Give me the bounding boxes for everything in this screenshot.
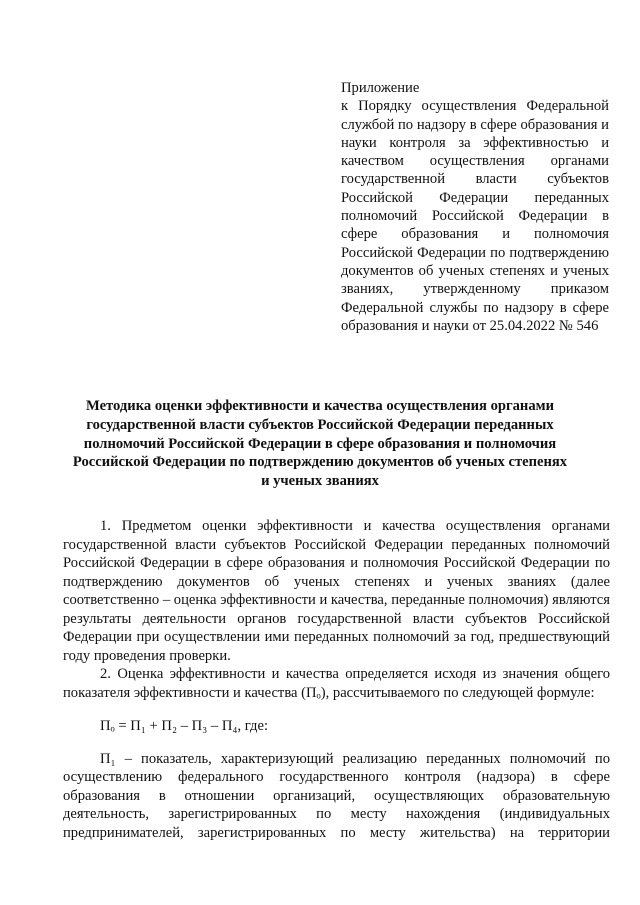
formula: Пₒ = П₁ + П₂ – П₃ – П₄, где:: [100, 718, 269, 734]
paragraph-1: 1. Предметом оценки эффективности и качества осуществления органами государственной власти субъектов Российской Федерации переданных полномочий Российской Федерации в сфере образования и полномочия Российской Федерации по подтверждению документов об ученых степенях и ученых званиях (далее соответственно – оценка эффективности и качества, переданные полномочия) являются результаты деятельности органов государственной власти субъектов Российской Федерации при осуществлении ими переданных полномочий за год, предшествующий году проведения проверки.: [63, 518, 610, 664]
title-line: Российской Федерации по подтверждению документов об ученых степенях: [72, 454, 568, 471]
document-title: [64, 397, 576, 491]
title-line: государственной власти субъектов Российской Федерации переданных: [86, 416, 554, 433]
paragraph-2: 2. Оценка эффективности и качества определяется исходя из значения общего показателя эффективности и качества (Пₒ), рассчитываемого по следующей формуле:: [63, 666, 610, 701]
appendix-heading: Приложение: [341, 80, 420, 96]
main-text: [63, 517, 610, 842]
title-line: полномочий Российской Федерации в сфере образования и полномочия: [83, 435, 557, 452]
title-line: и ученых званиях: [261, 473, 379, 490]
paragraph-3: П₁ – показатель, характеризующий реализацию переданных полномочий по осуществлению федерального государственного контроля (надзора) в сфере образования в отношении организаций, осуществляющих образовательную деятельность, зарегистрированных по месту нахождения (индивидуальных предпринимателей, зарегистрированных по месту жительства) на территории: [63, 750, 610, 841]
appendix-body: к Порядку осуществления Федеральной службой по надзору в сфере образования и науки контроля за эффективностью и качеством осуществления органами государственной власти субъектов Российской Федерации переданных полномочий Российской Федерации в сфере образования и полномочия Российской Федерации по подтверждению документов об ученых степенях и ученых званиях, утвержденному приказом Федеральной службы по надзору в сфере образования и науки от 25.04.2022 № 546: [341, 98, 609, 334]
title-line: Методика оценки эффективности и качества осуществления органами: [86, 398, 554, 414]
appendix-block: [341, 79, 609, 335]
